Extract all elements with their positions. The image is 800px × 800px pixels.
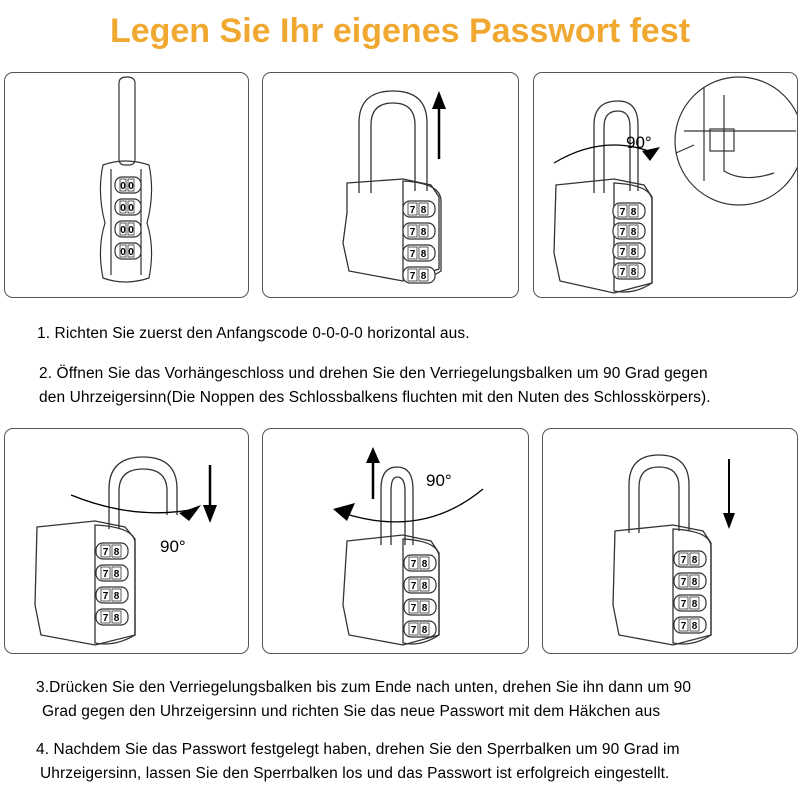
dial-stack xyxy=(96,543,128,625)
dial-stack xyxy=(115,177,141,259)
dial-digit: 8 xyxy=(691,555,698,566)
step-3-text-line1: 3.Drücken Sie den Verriegelungsbalken bis zum Ende nach unten, drehen Sie ihn dann um 90 xyxy=(36,679,692,696)
page-title: Legen Sie Ihr eigenes Passwort fest xyxy=(109,12,691,50)
angle-label-90: 90° xyxy=(160,537,186,556)
dial-digit: 7 xyxy=(409,227,416,238)
dial-digit: 8 xyxy=(630,207,637,218)
rotation-arrow-icon xyxy=(179,505,201,521)
step-2-text-line2: den Uhrzeigersinn(Die Noppen des Schlossbalkens fluchten mit den Nuten des Schlosskörpers). xyxy=(39,389,711,406)
dial-digit: 7 xyxy=(102,547,109,558)
magnifier-detail-icon xyxy=(675,77,797,205)
dial-digit: 8 xyxy=(691,599,698,610)
dial-digit: 0 xyxy=(128,247,134,258)
dial-digit: 7 xyxy=(102,591,109,602)
dial-digit: 7 xyxy=(410,625,417,636)
step-2-text-line1: 2. Öffnen Sie das Vorhängeschloss und drehen Sie den Verriegelungsbalken um 90 Grad gegen xyxy=(39,365,708,382)
dial-digit: 8 xyxy=(630,247,637,258)
dial-digit: 7 xyxy=(409,205,416,216)
dial-digit: 7 xyxy=(409,271,416,282)
dial-digit: 0 xyxy=(120,181,126,192)
dial-digit: 0 xyxy=(120,247,126,258)
angle-label-90: 90° xyxy=(426,471,452,490)
dial-digit: 7 xyxy=(410,581,417,592)
panel-lift-rotate xyxy=(262,428,529,654)
dial-digit: 7 xyxy=(619,247,626,258)
dial-digit: 8 xyxy=(113,613,120,624)
panel-open-shackle xyxy=(262,72,519,298)
dial-digit: 0 xyxy=(128,181,134,192)
dial-digit: 7 xyxy=(680,621,687,632)
dial-digit: 7 xyxy=(619,207,626,218)
angle-label-90: 90° xyxy=(626,133,652,152)
panel-close xyxy=(542,428,798,654)
dial-stack xyxy=(674,551,706,633)
dial-digit: 8 xyxy=(420,271,427,282)
dial-digit: 8 xyxy=(113,591,120,602)
dial-digit: 8 xyxy=(691,621,698,632)
up-arrow-icon xyxy=(366,447,380,499)
step-3-text-line2: Grad gegen den Uhrzeigersinn und richten Sie das neue Passwort mit dem Häkchen aus xyxy=(42,703,661,720)
panel-initial-code xyxy=(4,72,249,298)
dial-digit: 7 xyxy=(102,569,109,580)
dial-digit: 0 xyxy=(120,225,126,236)
dial-digit: 7 xyxy=(680,599,687,610)
dial-digit: 7 xyxy=(102,613,109,624)
dial-digit: 7 xyxy=(619,267,626,278)
step-4-text-line2: Uhrzeigersinn, lassen Sie den Sperrbalken los und das Passwort ist erfolgreich eingestellt. xyxy=(40,765,670,782)
dial-digit: 7 xyxy=(410,603,417,614)
down-arrow-icon xyxy=(723,459,735,529)
padlock-open-icon xyxy=(263,73,518,297)
dial-digit: 8 xyxy=(113,569,120,580)
dial-digit: 7 xyxy=(680,577,687,588)
step-1-text: 1. Richten Sie zuerst den Anfangscode 0-0-0-0 horizontal aus. xyxy=(37,325,470,342)
up-arrow-icon xyxy=(432,91,446,159)
dial-digit: 8 xyxy=(420,205,427,216)
dial-digit: 8 xyxy=(630,267,637,278)
dial-stack xyxy=(404,555,436,637)
dial-digit: 8 xyxy=(691,577,698,588)
dial-digit: 8 xyxy=(421,603,428,614)
step-4-text-line1: 4. Nachdem Sie das Passwort festgelegt haben, drehen Sie den Sperrbalken um 90 Grad im xyxy=(36,741,680,758)
dial-digit: 8 xyxy=(420,249,427,260)
dial-digit: 7 xyxy=(680,555,687,566)
dial-digit: 7 xyxy=(619,227,626,238)
dial-digit: 8 xyxy=(421,559,428,570)
rotation-arrow-icon xyxy=(333,503,355,521)
dial-stack xyxy=(403,201,435,283)
dial-digit: 0 xyxy=(128,203,134,214)
dial-stack xyxy=(613,203,645,279)
dial-digit: 8 xyxy=(421,581,428,592)
dial-digit: 0 xyxy=(128,225,134,236)
padlock-front-icon xyxy=(5,73,248,297)
dial-digit: 7 xyxy=(410,559,417,570)
panel-rotate-detail xyxy=(533,72,798,298)
dial-digit: 8 xyxy=(113,547,120,558)
dial-digit: 8 xyxy=(630,227,637,238)
dial-digit: 8 xyxy=(421,625,428,636)
dial-digit: 8 xyxy=(420,227,427,238)
dial-digit: 0 xyxy=(120,203,126,214)
panel-push-down xyxy=(4,428,249,654)
down-arrow-icon xyxy=(203,465,217,523)
dial-digit: 7 xyxy=(409,249,416,260)
